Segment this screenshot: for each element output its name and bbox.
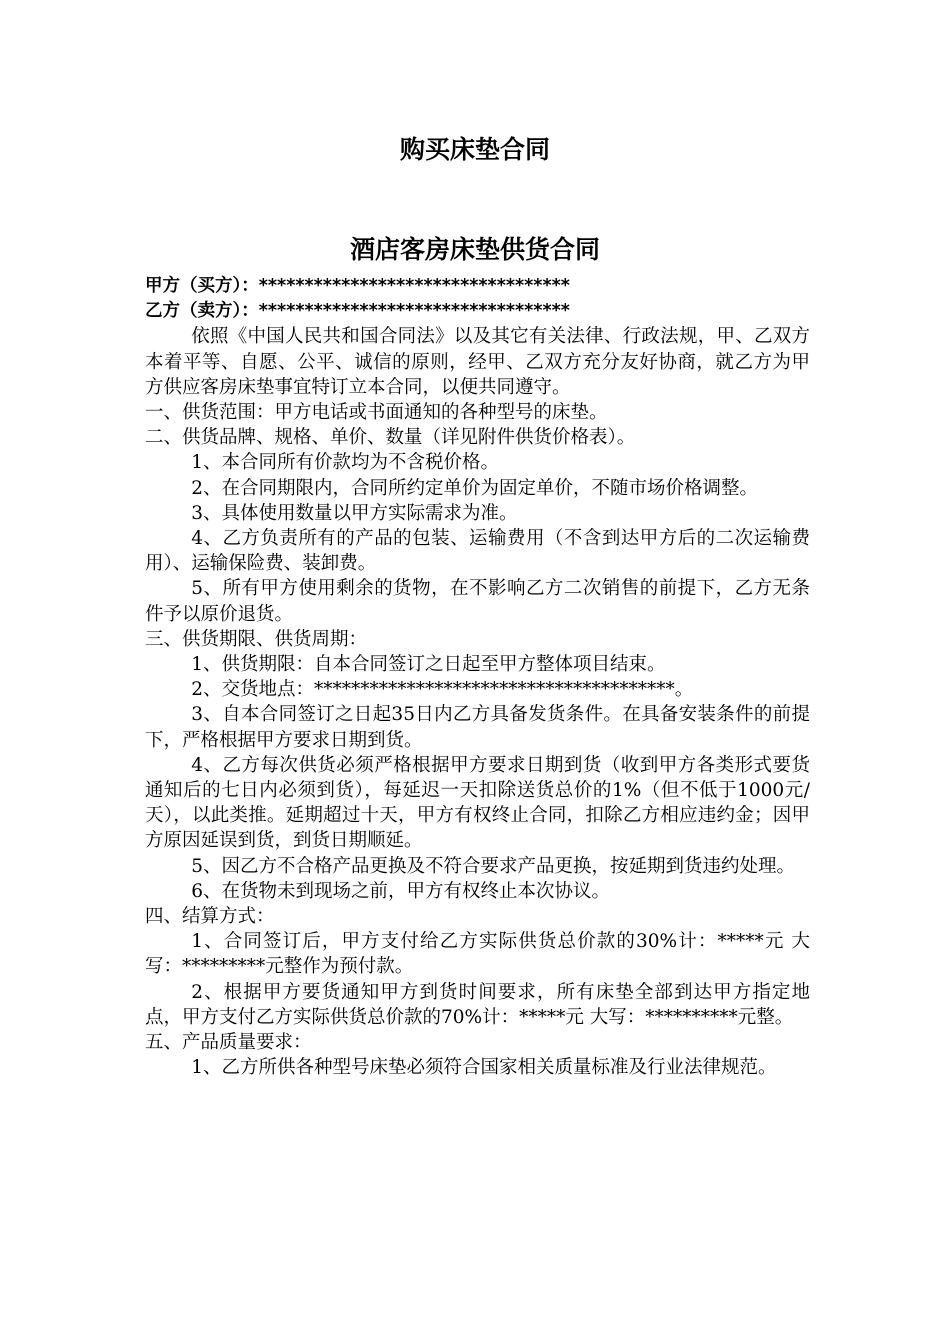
contract-paragraph: 2、在合同期限内，合同所约定单价为固定单价，不随市场价格调整。: [191, 477, 759, 499]
contract-paragraph: 一、供货范围：甲方电话或书面通知的各种型号的床垫。: [145, 402, 608, 424]
party-b: 乙方（卖方）：**********************************: [145, 301, 570, 322]
contract-paragraph: 三、供货期限、供货周期：: [145, 628, 368, 650]
contract-paragraph: 1、本合同所有价款均为不含税价格。: [191, 452, 500, 474]
contract-paragraph: 1、乙方所供各种型号床垫必须符合国家相关质量标准及行业法律规范。: [191, 1057, 777, 1079]
contract-paragraph: 五、产品质量要求：: [145, 1032, 312, 1054]
contract-paragraphs: [145, 324, 810, 1080]
contract-paragraph: 2、根据甲方要货通知甲方到货时间要求，所有床垫全部到达甲方指定地点，甲方支付乙方实际供货总价款的70%计：*****元 大写：**********元整。: [145, 981, 810, 1028]
contract-paragraph: 5、所有甲方使用剩余的货物，在不影响乙方二次销售的前提下，乙方无条件予以原价退货。: [145, 578, 810, 625]
contract-paragraph: 4、乙方负责所有的产品的包装、运输费用（不含到达甲方后的二次运输费用）、运输保险费、装卸费。: [145, 528, 810, 575]
contract-paragraph: 二、供货品牌、规格、单价、数量（详见附件供货价格表）。: [145, 427, 636, 449]
contract-paragraph: 4、乙方每次供货必须严格根据甲方要求日期到货（收到甲方各类形式要货通知后的七日内必须到货），每延迟一天扣除送货总价的1%（但不低于1000元/天），以此类推。延期超过十天，甲方有权终止合同，扣除乙方相应违约金；因甲方原因延误到货，到货日期顺延。: [145, 754, 810, 852]
contract-paragraph: 依照《中国人民共和国合同法》以及其它有关法律、行政法规，甲、乙双方本着平等、自愿、公平、诚信的原则，经甲、乙双方充分友好协商，就乙方为甲方供应客房床垫事宜特订立本合同，以便共同遵守。: [145, 326, 810, 398]
contract-paragraph: 3、自本合同签订之日起35日内乙方具备发货条件。在具备安装条件的前提下，严格根据甲方要求日期到货。: [145, 704, 810, 751]
contract-title: 酒店客房床垫供货合同: [349, 235, 600, 264]
contract-paragraph: 四、结算方式：: [145, 906, 275, 928]
party-a: 甲方（买方）：**********************************: [145, 276, 570, 296]
contract-paragraph: 6、在货物未到现场之前，甲方有权终止本次协议。: [191, 880, 611, 902]
contract-paragraph: 1、供货期限：自本合同签订之日起至甲方整体项目结束。: [191, 654, 666, 676]
contract-paragraph: 1、合同签订后，甲方支付给乙方实际供货总价款的30%计：*****元 大写：*********元整作为预付款。: [145, 931, 810, 978]
contract-paragraph: 2、交货地点：***************************************。: [191, 679, 694, 701]
contract-paragraph: 3、具体使用数量以甲方实际需求为准。: [191, 502, 518, 524]
contract-paragraph: 5、因乙方不合格产品更换及不符合要求产品更换，按延期到货违约处理。: [191, 855, 796, 877]
contract-body: [145, 274, 810, 1081]
document-title: 购买床垫合同: [399, 135, 550, 164]
